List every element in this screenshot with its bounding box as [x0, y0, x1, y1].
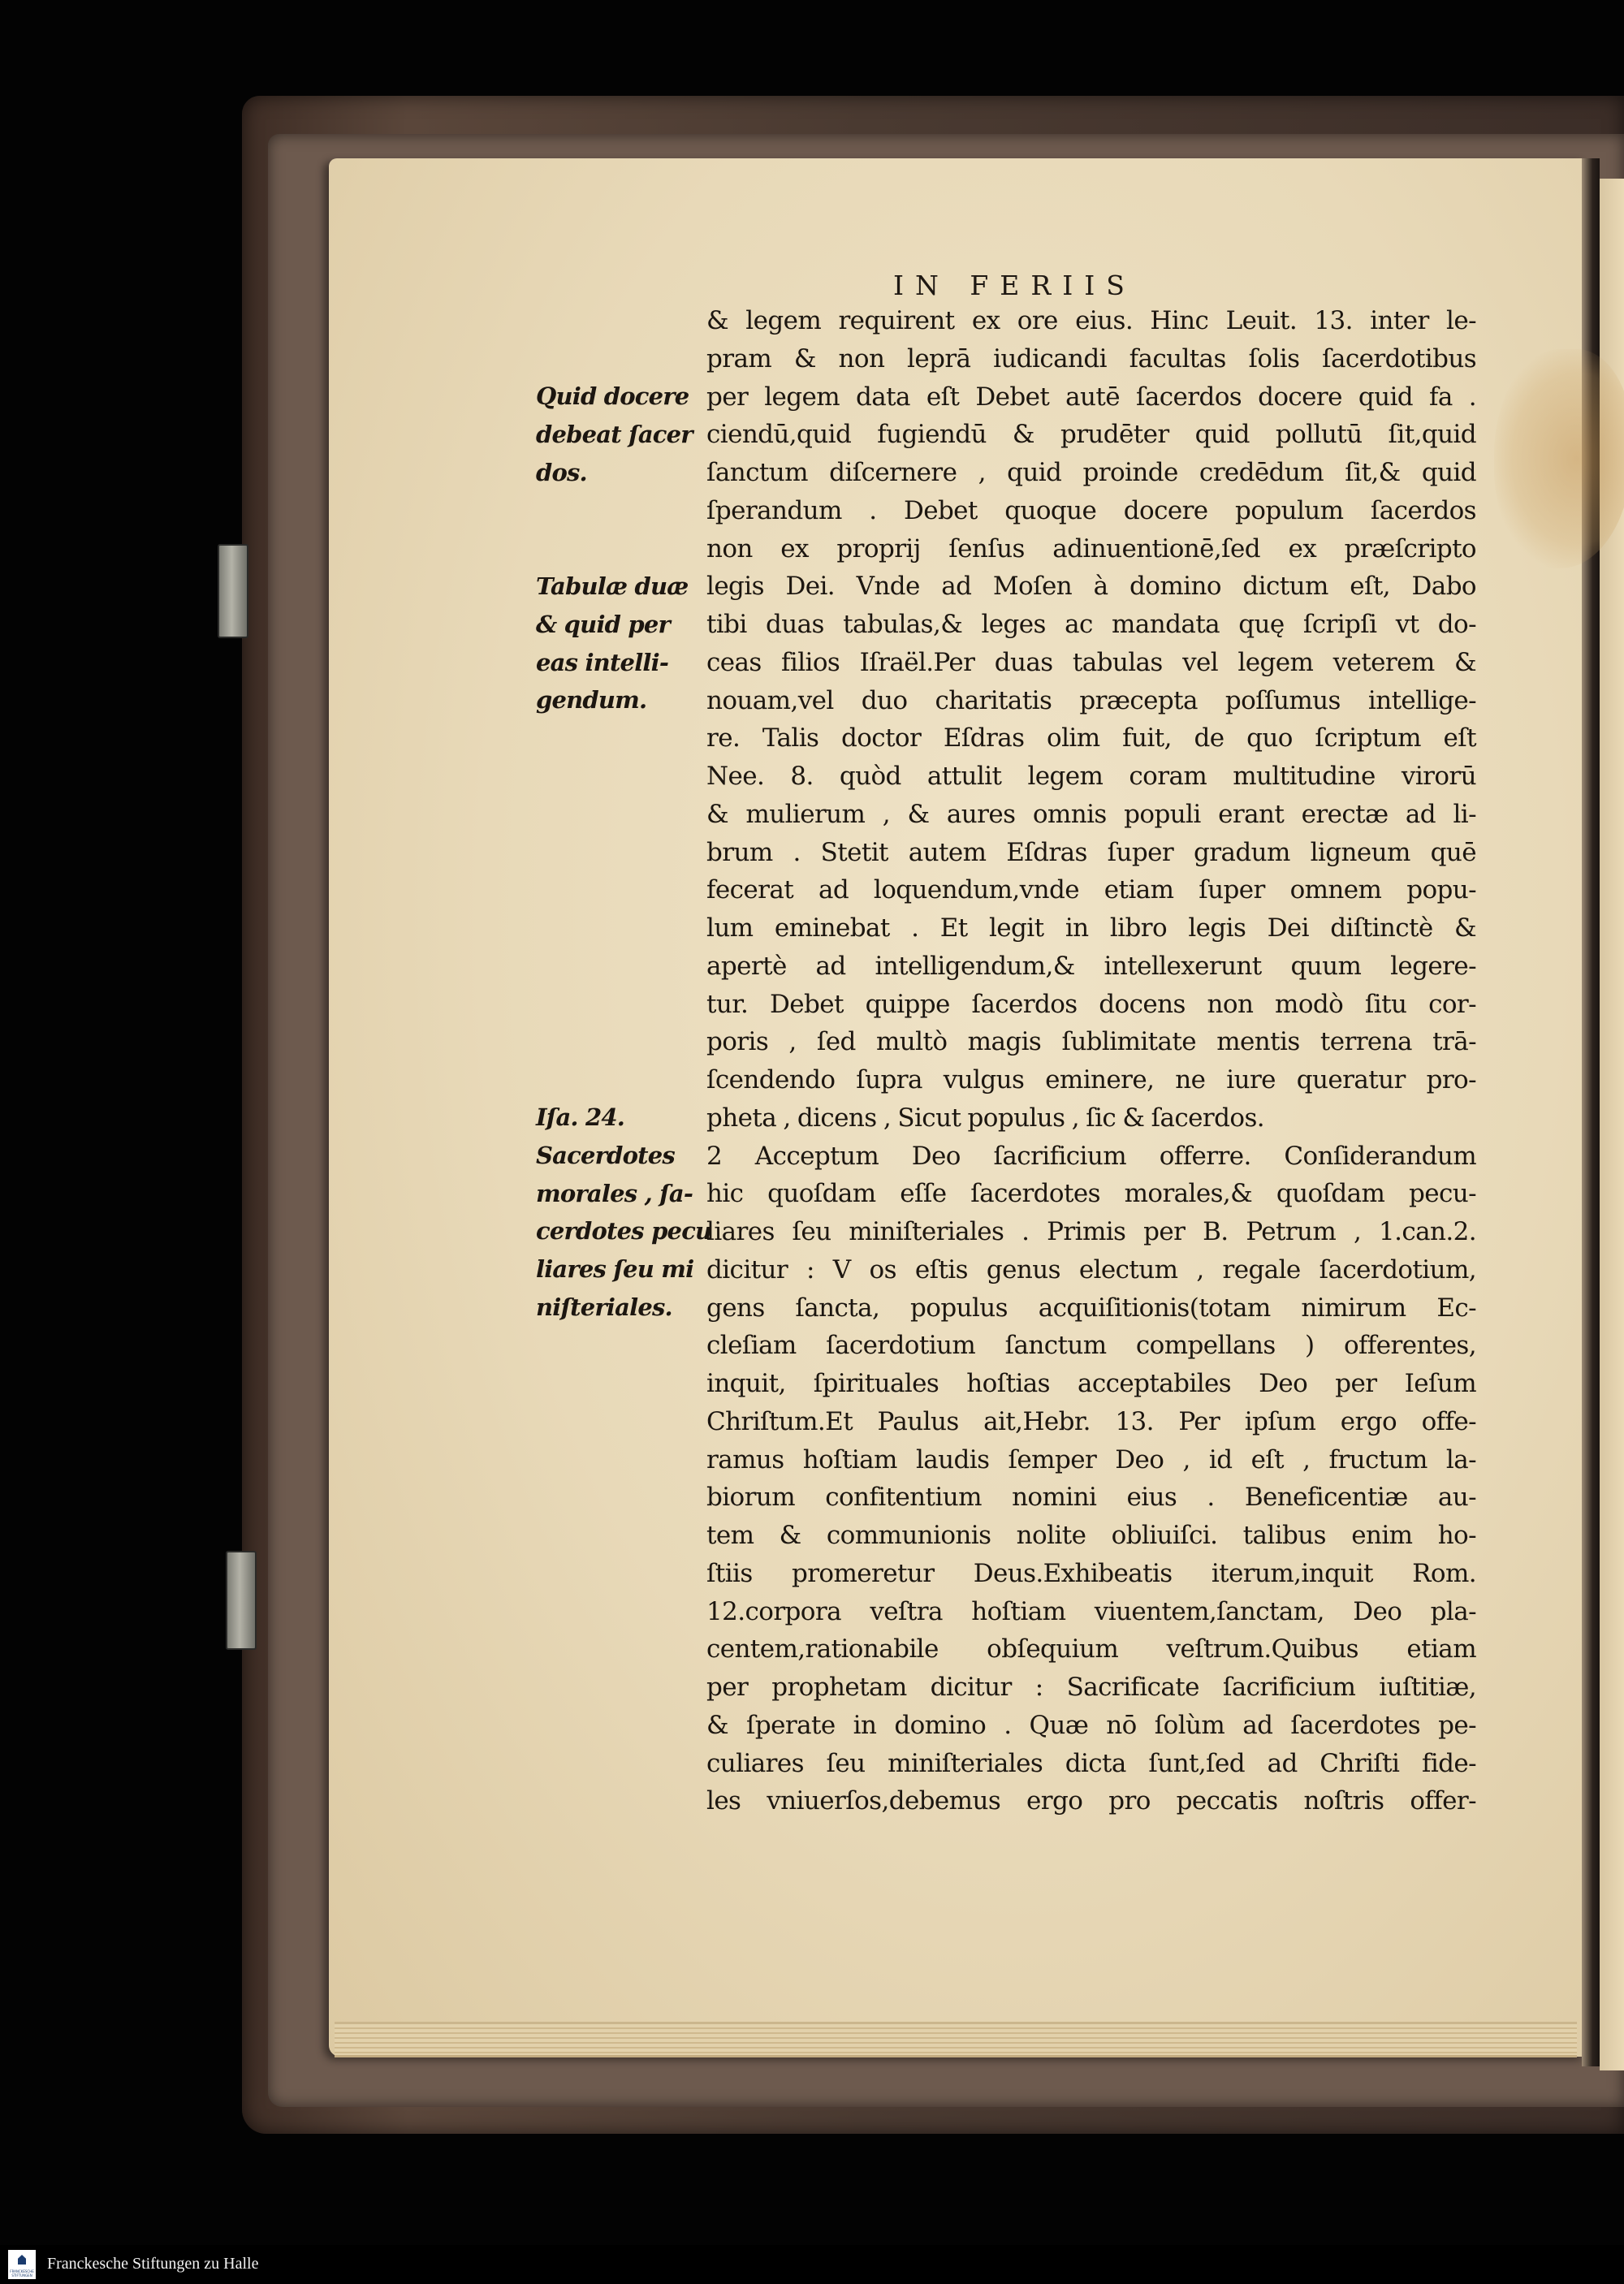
marginal-note [536, 1099, 712, 1327]
marginal-note-line: dos. [536, 458, 587, 486]
text-line: nouam,vel duo charitatis præcepta poſſumus intellige- [706, 685, 1476, 715]
text-line: per prophetam dicitur : Sacrificate ſacrificium iuſtitiæ, [706, 1673, 1476, 1702]
text-line: & ſperate in domino . Quæ nō ſolùm ad ſacerdotes pe- [706, 1710, 1476, 1740]
text-line: liares ſeu miniſteriales . Primis per B. Petrum , 1.can.2. [706, 1217, 1476, 1246]
text-line: & legem requirent ex ore eius. Hinc Leuit. 13. inter le- [706, 306, 1476, 335]
text-line: centem,rationabile obſequium veſtrum.Quibus etiam [706, 1634, 1476, 1664]
text-line: legis Dei. Vnde ad Moſen à domino dictum eſt, Dabo [706, 572, 1476, 602]
text-line: brum . Stetit autem Eſdras ſuper gradum ligneum quē [706, 837, 1476, 867]
marginal-note-line: debeat ſacer [536, 420, 693, 448]
text-line: fecerat ad loquendum,vnde etiam ſuper omnem popu- [706, 875, 1476, 905]
book-clasp-icon [218, 544, 248, 638]
text-line: & mulierum , & aures omnis populi erant erectæ ad li- [706, 799, 1476, 829]
marginal-note-line: Quid docere [536, 382, 689, 410]
text-line: ſanctum diſcernere , quid proinde credēdum ſit,& quid [706, 458, 1476, 487]
text-line: biorum confitentium nomini eius . Beneficentiæ au- [706, 1483, 1476, 1513]
text-line: ceas filios Iſraël.Per duas tabulas vel legem veterem & [706, 647, 1476, 677]
text-line: ſtiis promeretur Deus.Exhibeatis iterum,inquit Rom. [706, 1558, 1476, 1588]
text-line: poris , ſed multò magis ſublimitate mentis terrena trā- [706, 1027, 1476, 1057]
text-line: hic quoſdam eſſe ſacerdotes morales,& quoſdam pecu- [706, 1179, 1476, 1209]
marginal-note-line: liares ſeu mi [536, 1255, 694, 1283]
marginal-note-line: & quid per [536, 610, 671, 638]
text-line: ciendū,quid fugiendū & prudēter quid pollutū ſit,quid [706, 420, 1476, 450]
body-text [706, 302, 1476, 1820]
text-line: non ex proprij ſenſus adinuentionē,ſed ex præſcripto [706, 533, 1476, 563]
marginal-note-line: cerdotes pecu [536, 1217, 712, 1246]
text-line: tem & communionis nolite obliuiſci. talibus enim ho- [706, 1521, 1476, 1550]
text-line: re. Talis doctor Eſdras olim fuit, de quo ſcriptum eſt [706, 723, 1476, 753]
marginal-note [536, 378, 698, 491]
page-stack-edges [335, 2022, 1577, 2057]
marginal-note-line: eas intelli- [536, 648, 669, 676]
francke-foundation-logo-icon [8, 2250, 36, 2279]
water-stain [1494, 349, 1624, 568]
text-line: per legem data eſt Debet autē ſacerdos docere quid fa . [706, 382, 1476, 412]
marginal-note [536, 568, 698, 719]
marginal-note-line: Tabulæ duæ [536, 572, 689, 600]
marginal-note-line: gendum. [536, 686, 647, 715]
institution-name: Franckesche Stiftungen zu Halle [47, 2255, 259, 2273]
text-line: cleſiam ſacerdotium ſanctum compellans ) offerentes, [706, 1331, 1476, 1361]
text-line: culiares ſeu miniſteriales dicta ſunt,ſed ad Chriſti fide- [706, 1748, 1476, 1778]
marginal-note-line: morales , ſa- [536, 1179, 693, 1207]
text-line: gens ſancta, populus acquiſitionis(totam nimirum Ec- [706, 1293, 1476, 1323]
text-line: apertè ad intelligendum,& intellexerunt quum legere- [706, 951, 1476, 981]
text-line: 12.corpora veſtra hoſtiam viuentem,ſanctam, Deo pla- [706, 1596, 1476, 1626]
text-line: tibi duas tabulas,& leges ac mandata quę ſcripſi vt do- [706, 610, 1476, 639]
logo-mark [18, 2255, 26, 2265]
text-line: pram & non leprā iudicandi facultas ſolis ſacerdotibus [706, 343, 1476, 373]
marginal-note-line: Sacerdotes [536, 1141, 675, 1169]
book-clasp-icon [226, 1551, 257, 1650]
text-line: lum eminebat . Et legit in libro legis Dei diſtinctè & [706, 913, 1476, 943]
running-head: IN FERIIS [893, 270, 1136, 301]
logo-text: FRANCKESCHE STIFTUNGEN [10, 2269, 34, 2278]
text-line: dicitur : V os eſtis genus electum , regale ſacerdotium, [706, 1254, 1476, 1284]
text-line: Nee. 8. quòd attulit legem coram multitudine virorū [706, 762, 1476, 791]
marginal-note-line: niſteriales. [536, 1293, 672, 1321]
text-line: tur. Debet quippe ſacerdos docens non modò ſitu cor- [706, 989, 1476, 1019]
text-line: ramus hoſtiam laudis ſemper Deo , id eſt , fructum la- [706, 1444, 1476, 1474]
text-line: Chriſtum.Et Paulus ait,Hebr. 13. Per ipſum ergo offe- [706, 1406, 1476, 1436]
text-line: pheta , dicens , Sicut populus , ſic & ſacerdos. [706, 1103, 1265, 1133]
text-line: ſcendendo ſupra vulgus eminere, ne iure queratur pro- [706, 1065, 1476, 1095]
footer-bar [0, 2245, 1624, 2284]
text-line: inquit, ſpirituales hoſtias acceptabiles Deo per Ieſum [706, 1369, 1476, 1398]
text-line: les vniuerſos,debemus ergo pro peccatis noſtris offer- [706, 1786, 1476, 1816]
marginal-note-line: Iſa. 24. [536, 1103, 625, 1131]
text-line: 2 Acceptum Deo ſacrificium offerre. Conſiderandum [706, 1141, 1476, 1171]
text-line: ſperandum . Debet quoque docere populum ſacerdos [706, 495, 1476, 525]
